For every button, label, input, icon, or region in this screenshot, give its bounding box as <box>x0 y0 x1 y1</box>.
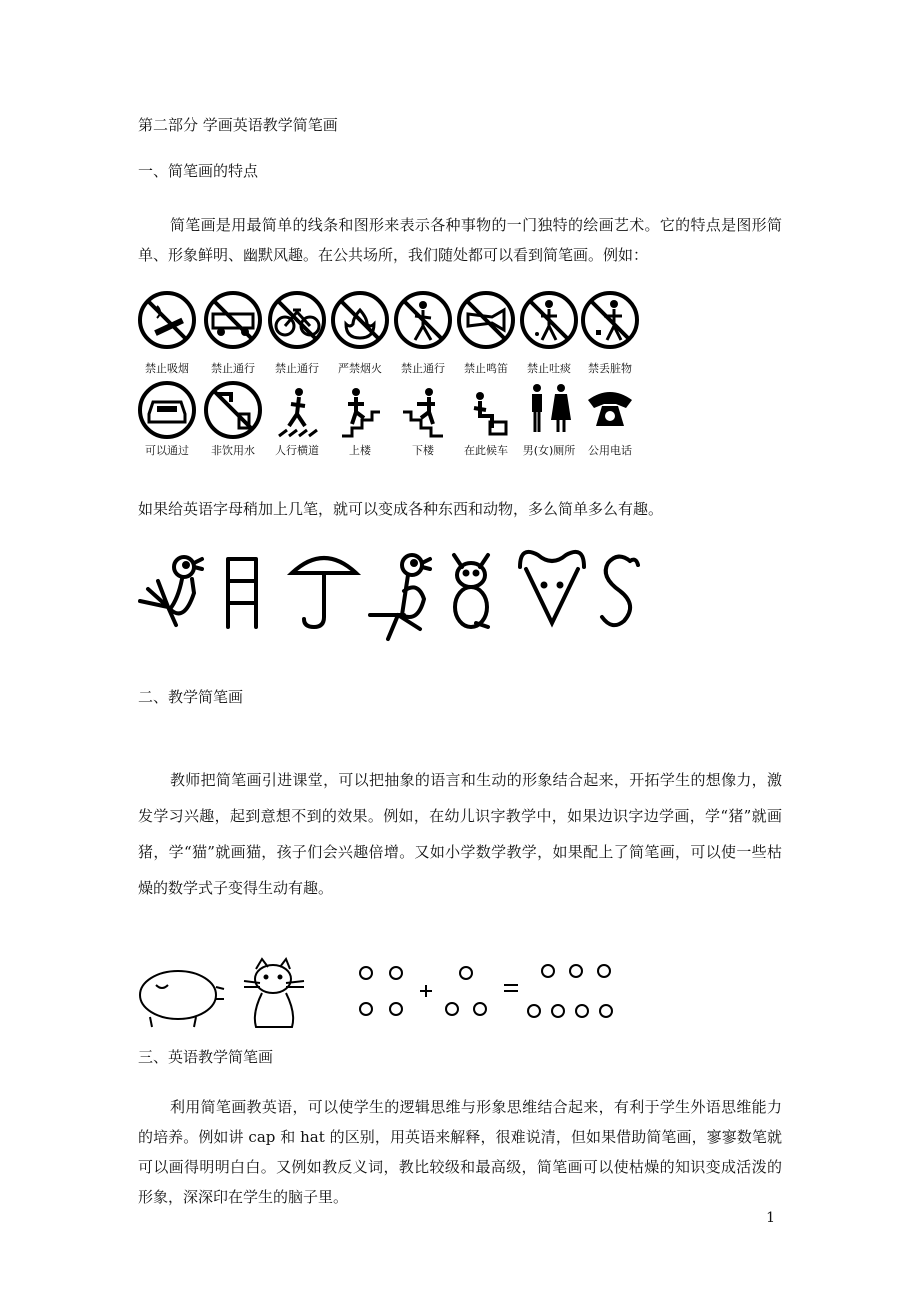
sign-label: 下楼 <box>412 444 434 457</box>
signs-row-2 <box>136 378 676 468</box>
sign-label: 禁丢脏物 <box>588 362 632 375</box>
downstairs-icon <box>403 388 443 436</box>
no-horn-icon <box>459 293 513 347</box>
signs-row-1 <box>136 288 676 378</box>
letter-s-snake-icon <box>602 556 638 625</box>
sign-label: 可以通过 <box>145 444 189 457</box>
no-bicycle-icon <box>270 293 324 347</box>
letter-drawings <box>136 545 656 645</box>
letter-a-bird-icon <box>140 557 202 625</box>
letter-h-ladder-icon <box>228 559 256 627</box>
section3-heading: 三、英语教学简笔画 <box>138 1048 274 1066</box>
no-vehicle-icon <box>206 293 260 347</box>
letter-v-fox-icon <box>520 552 584 623</box>
section2-paragraph: 教师把简笔画引进课堂，可以把抽象的语言和生动的形象结合起来，开拓学生的想像力，激发学习兴趣，起到意想不到的效果。例如，在幼儿识字教学中，如果边识字边学画，学“猪”就画猪，学“猫”就画猫，孩子们会兴趣倍增。又如小学数学教学，如果配上了简笔画，可以使一些枯燥的数学式子变得生动有趣。 <box>138 771 782 897</box>
no-fire-icon <box>333 293 387 347</box>
car-allowed-icon <box>140 383 194 437</box>
no-pedestrian-icon <box>396 293 450 347</box>
sign-label: 人行横道 <box>275 444 319 457</box>
non-drinking-water-icon <box>206 383 260 437</box>
part-title: 第二部分 学画英语教学简笔画 <box>138 116 338 134</box>
letter-j-umbrella-icon <box>292 558 356 627</box>
sign-label: 在此候车 <box>464 444 508 457</box>
pig-icon <box>140 971 224 1027</box>
section3-paragraph: 利用简笔画教英语，可以使学生的逻辑思维与形象思维结合起来，有利于学生外语思维能力的培养。例如讲 cap 和 hat 的区别，用英语来解释，很难说清，但如果借助简笔画，寥寥数笔就可以画得明明白白。又例如教反义词，教比较级和最高级，简笔画可以使枯燥的知识变成活泼的形象，深深印在学生的脑子里。 <box>138 1098 782 1206</box>
sign-label: 禁止通行 <box>275 362 319 375</box>
no-spitting-icon <box>522 293 576 347</box>
apple-icon <box>360 965 612 1017</box>
sign-label: 上楼 <box>349 444 371 457</box>
wait-here-icon <box>474 392 506 434</box>
cat-icon <box>244 959 304 1027</box>
sign-label: 非饮用水 <box>211 444 255 457</box>
math-drawings <box>136 955 636 1035</box>
crosswalk-icon <box>279 388 317 436</box>
plus-icon <box>420 985 432 997</box>
equals-icon <box>504 985 518 991</box>
sign-label: 公用电话 <box>588 444 632 457</box>
sign-label: 禁止通行 <box>401 362 445 375</box>
letters-sentence: 如果给英语字母稍加上几笔，就可以变成各种东西和动物，多么简单多么有趣。 <box>138 500 664 518</box>
letter-b-bird-icon <box>370 555 430 639</box>
sign-label: 男(女)厕所 <box>522 444 576 457</box>
telephone-icon <box>588 392 632 426</box>
section1-heading: 一、简笔画的特点 <box>138 162 259 180</box>
sign-label: 禁止吐痰 <box>527 362 571 375</box>
no-littering-icon <box>583 293 637 347</box>
no-smoking-icon <box>140 293 194 347</box>
page-number: 1 <box>766 1210 775 1226</box>
sign-label: 严禁烟火 <box>338 362 382 375</box>
restroom-icon <box>532 384 571 432</box>
section1-paragraph: 简笔画是用最简单的线条和图形来表示各种事物的一门独特的绘画艺术。它的特点是图形简单、形象鲜明、幽默风趣。在公共场所，我们随处都可以看到简笔画。例如： <box>138 216 782 264</box>
sign-label: 禁止鸣笛 <box>464 362 508 375</box>
letter-cat-icon <box>454 555 488 627</box>
section2-heading: 二、教学简笔画 <box>138 688 244 706</box>
sign-label: 禁止通行 <box>211 362 255 375</box>
upstairs-icon <box>342 388 380 436</box>
sign-label: 禁止吸烟 <box>145 362 189 375</box>
